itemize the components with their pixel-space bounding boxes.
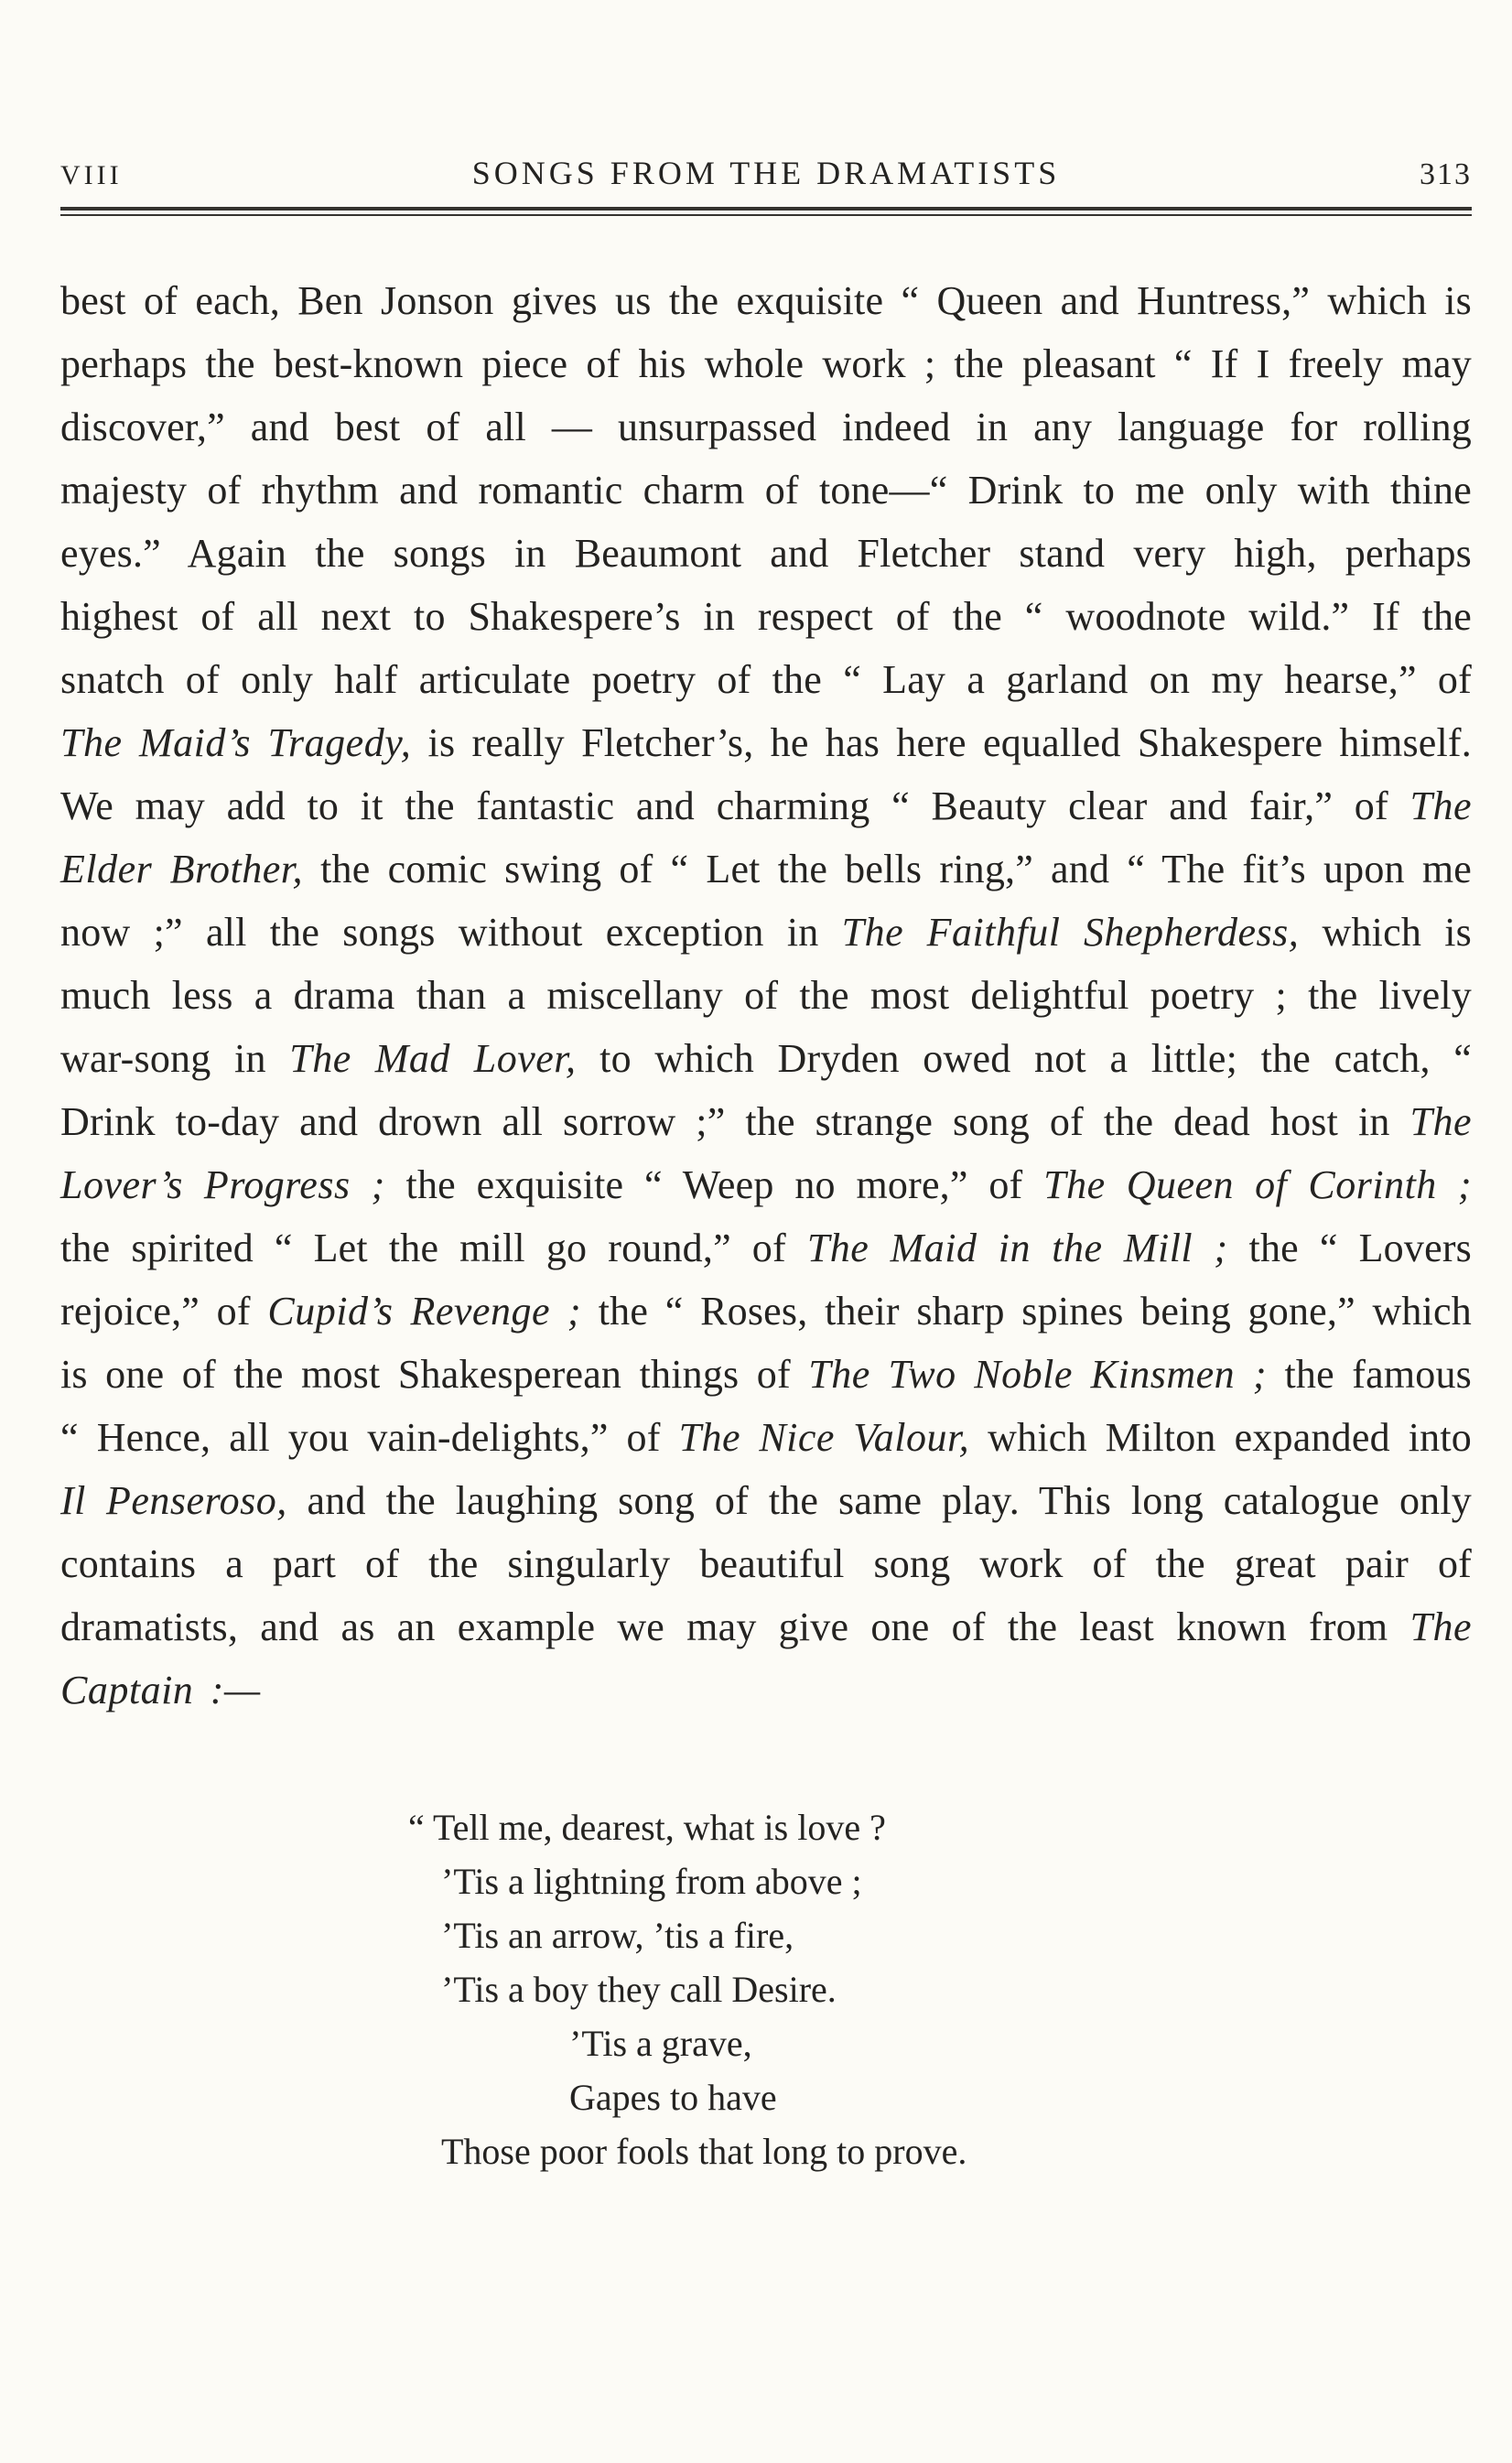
- running-header: [60, 154, 1472, 192]
- text-segment: the “ Roses, their sharp spines being gone,” which is one of the most Shakesperean things of: [60, 1289, 1472, 1397]
- text-segment: the comic swing of “ Let the bells ring,” and “ The fit’s upon me now ;” all the songs without exception in: [60, 847, 1472, 955]
- book-title: The Mad Lover,: [289, 1036, 577, 1081]
- header-rule: [60, 207, 1472, 216]
- verse-line: Those poor fools that long to prove.: [441, 2131, 967, 2172]
- body-paragraph: [60, 269, 1472, 1722]
- verse-line: ’Tis an arrow, ’tis a fire,: [441, 1915, 794, 1956]
- book-title: The Captain :—: [60, 1604, 1472, 1712]
- text-segment: the exquisite “ Weep no more,” of: [384, 1162, 1044, 1207]
- book-title: The Queen of Corinth ;: [1043, 1162, 1472, 1207]
- verse-line: Gapes to have: [569, 2077, 777, 2118]
- book-title: Il Penseroso,: [60, 1478, 287, 1523]
- verse-line: ’Tis a lightning from above ;: [441, 1861, 862, 1902]
- text-segment: is really Fletcher’s, he has here equalled Shakespere himself. We may add to it the fantastic and charming “ Beauty clear and fair,” of: [60, 720, 1472, 828]
- book-title: Cupid’s Revenge ;: [267, 1289, 582, 1334]
- book-title: The Lover’s Progress ;: [60, 1099, 1472, 1207]
- section-number: VIII: [60, 160, 123, 190]
- book-title: The Maid’s Tragedy,: [60, 720, 412, 765]
- text-segment: which is much less a drama than a miscellany of the most delightful poetry ; the lively war-song in: [60, 910, 1472, 1081]
- book-title: The Elder Brother,: [60, 783, 1472, 891]
- book-title: The Nice Valour,: [678, 1415, 970, 1460]
- book-title: The Two Noble Kinsmen ;: [808, 1352, 1268, 1397]
- book-title: The Faithful Shepherdess,: [841, 910, 1300, 955]
- verse-line: ’Tis a grave,: [569, 2023, 752, 2064]
- verse-quote: [60, 1800, 1472, 2178]
- text-segment: which Milton expanded into: [969, 1415, 1472, 1460]
- verse-line: “ Tell me, dearest, what is love ?: [408, 1807, 886, 1848]
- book-title: The Maid in the Mill ;: [806, 1226, 1228, 1270]
- text-segment: the “ Lovers rejoice,” of: [60, 1226, 1472, 1334]
- text-segment: and the laughing song of the same play. This long catalogue only contains a part of the singularly beautiful song work of the great pair of dramatists, and as an example we may give one of the least known from: [60, 1478, 1472, 1649]
- text-segment: to which Dryden owed not a little; the catch, “ Drink to-day and drown all sorrow ;” the strange song of the dead host in: [60, 1036, 1472, 1144]
- text-segment: best of each, Ben Jonson gives us the exquisite “ Queen and Huntress,” which is perhaps the best-known piece of his whole work ; the pleasant “ If I freely may discover,” and best of all — unsurpassed indeed in any language for rolling majesty of rhythm and romantic charm of tone—“ Drink to me only with thine eyes.” Again the songs in Beaumont and Fletcher stand very high, perhaps highest of all next to Shakespere’s in respect of the “ woodnote wild.” If the snatch of only half articulate poetry of the “ Lay a garland on my hearse,” of: [60, 278, 1472, 702]
- text-segment: the famous “ Hence, all you vain-delights,” of: [60, 1352, 1473, 1460]
- running-title: SONGS FROM THE DRAMATISTS: [471, 155, 1061, 191]
- page-number: 313: [1420, 157, 1472, 191]
- text-segment: the spirited “ Let the mill go round,” of: [60, 1226, 807, 1270]
- verse-line: ’Tis a boy they call Desire.: [441, 1969, 837, 2010]
